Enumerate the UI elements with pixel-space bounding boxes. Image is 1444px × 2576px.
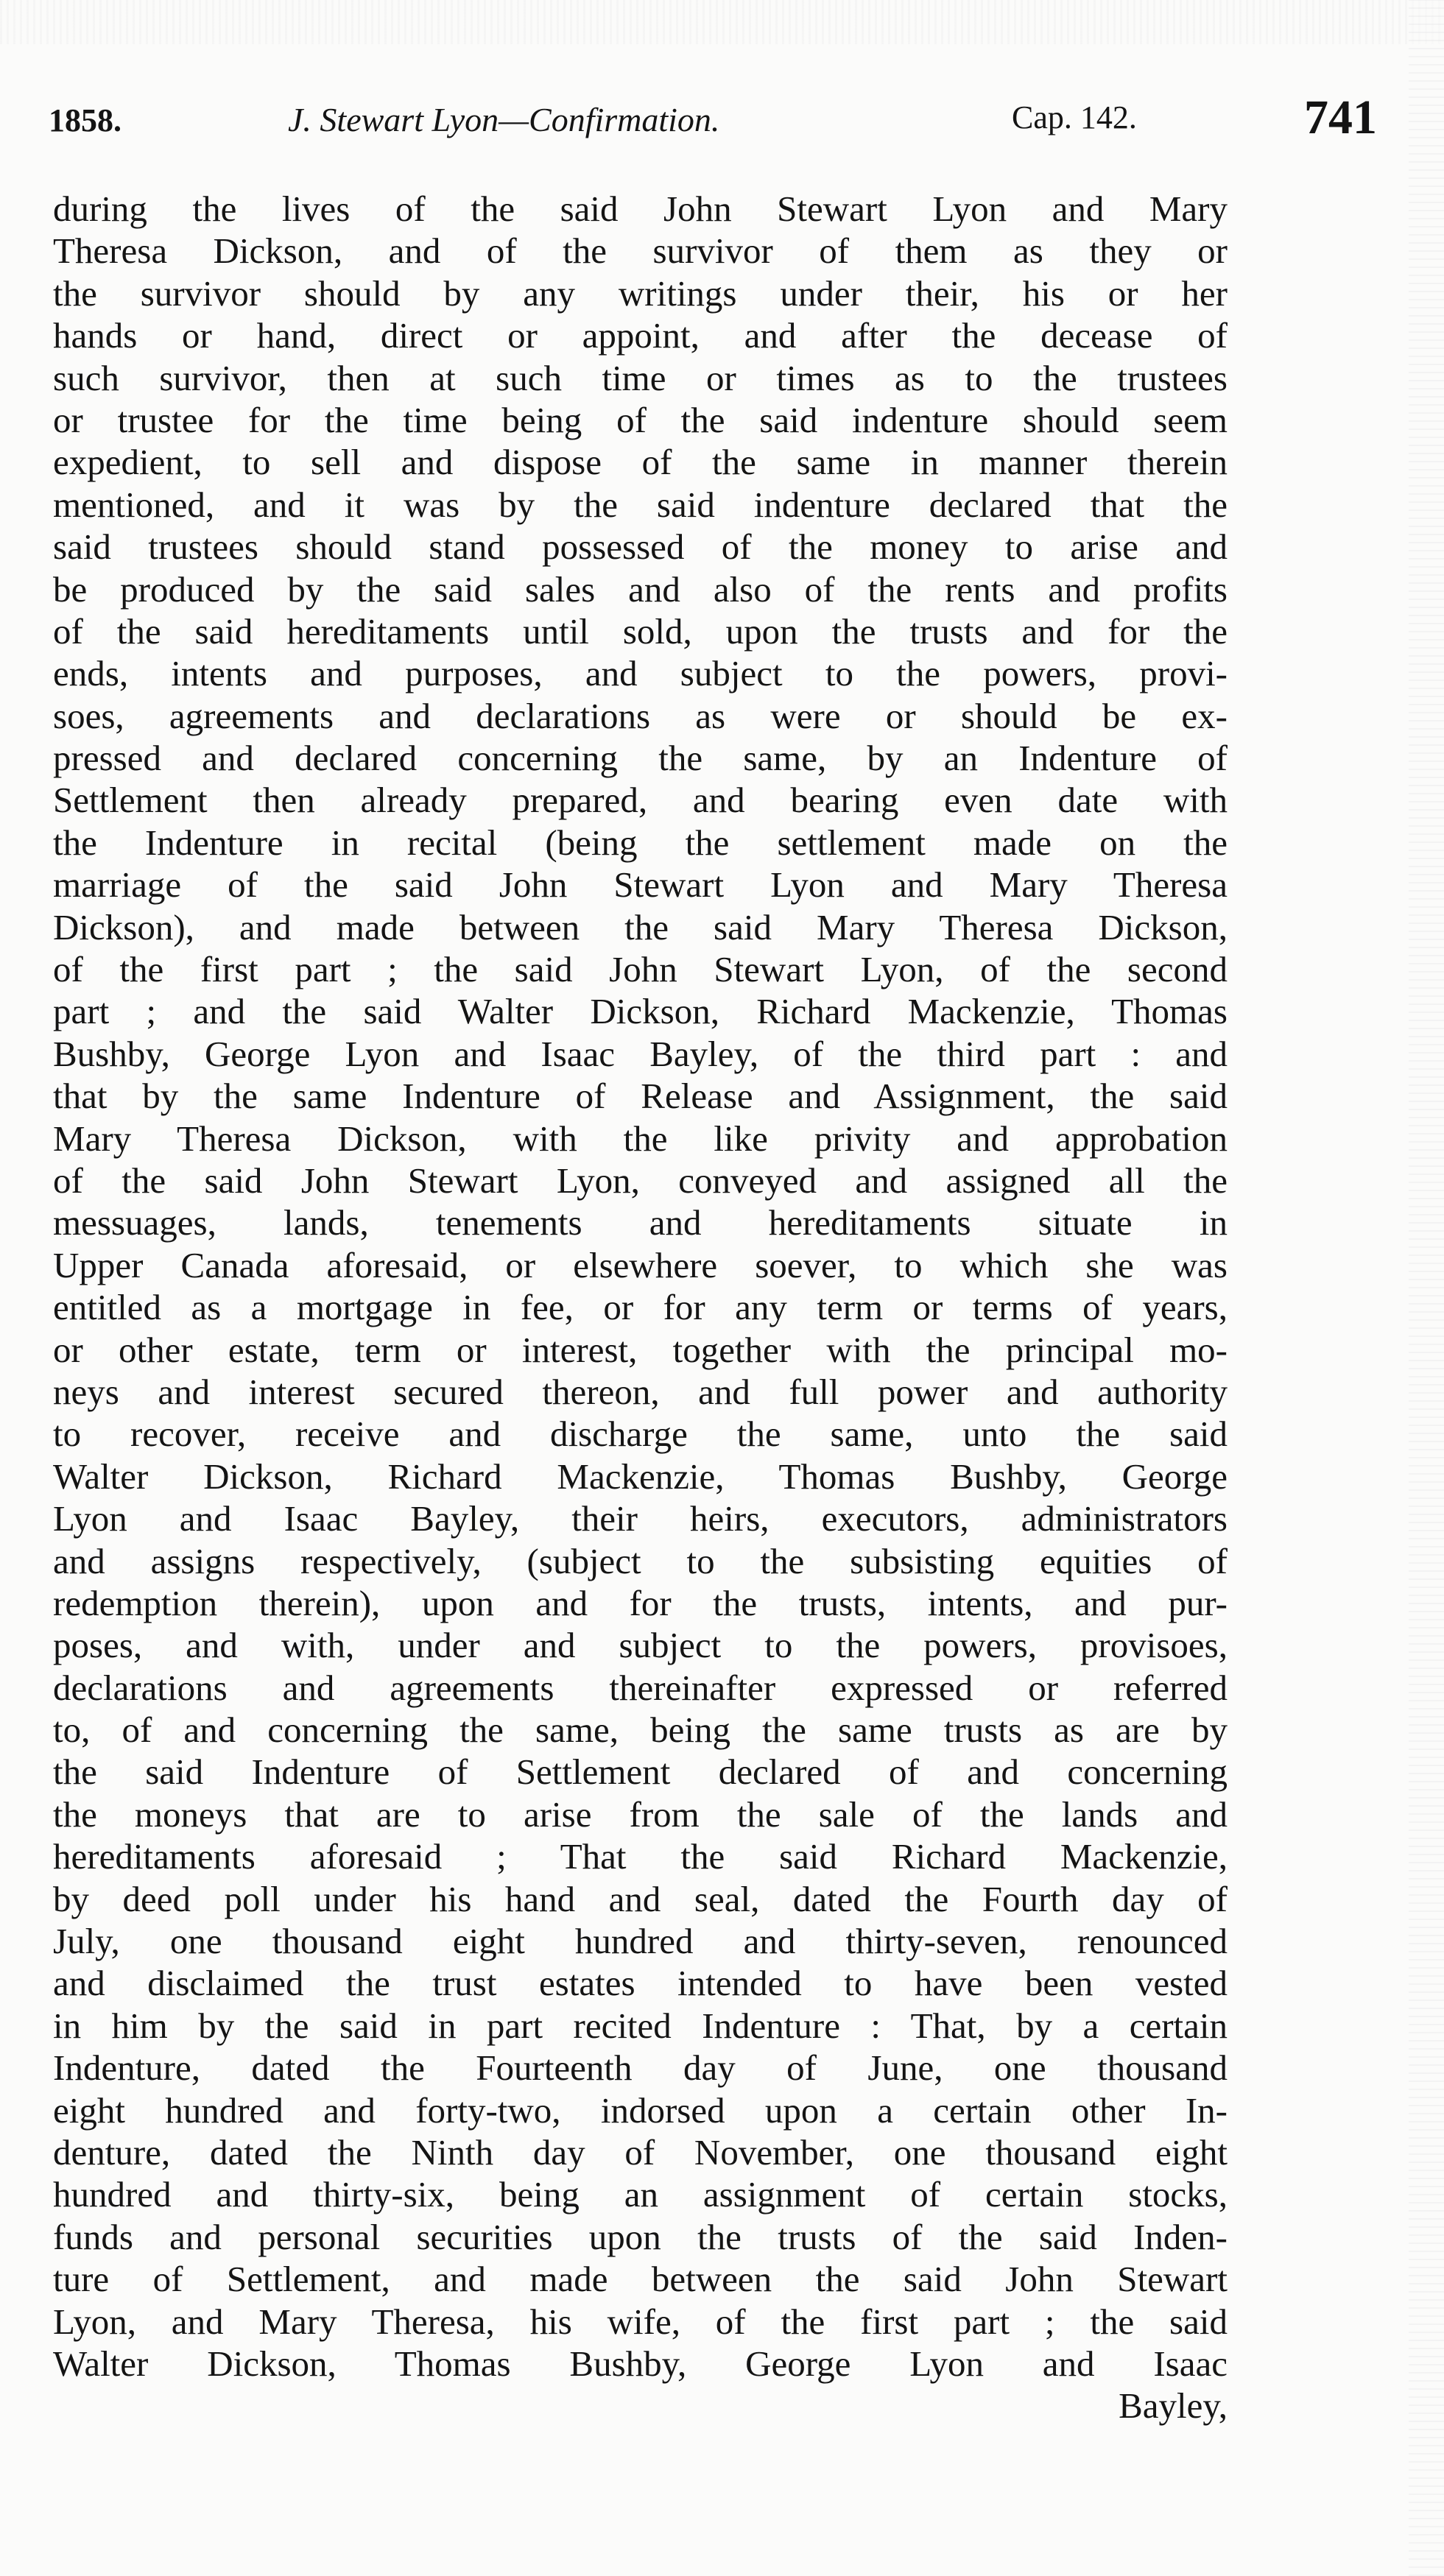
text-line: to recover, receive and discharge the same, unto the said (53, 1414, 1228, 1455)
text-line: eight hundred and forty-two, indorsed upon a certain other In- (53, 2089, 1228, 2131)
text-line: July, one thousand eight hundred and thirty-seven, renounced (53, 1921, 1228, 1962)
body-text (53, 188, 1228, 2427)
text-line: hundred and thirty-six, being an assignment of certain stocks, (53, 2174, 1228, 2215)
header-year: 1858. (49, 102, 121, 138)
text-line: hands or hand, direct or appoint, and after the decease of (53, 315, 1228, 356)
text-line: mentioned, and it was by the said indenture declared that the (53, 484, 1228, 525)
text-line: messuages, lands, tenements and hereditaments situate in (53, 1202, 1228, 1243)
text-line: Indenture, dated the Fourteenth day of June, one thousand (53, 2047, 1228, 2089)
text-line: by deed poll under his hand and seal, dated the Fourth day of (53, 1878, 1228, 1919)
text-line: Walter Dickson, Thomas Bushby, George Lyon and Isaac (53, 2343, 1228, 2384)
text-line: or trustee for the time being of the said indenture should seem (53, 399, 1228, 440)
text-line: Upper Canada aforesaid, or elsewhere soever, to which she was (53, 1244, 1228, 1285)
text-line: entitled as a mortgage in fee, or for any term or terms of years, (53, 1287, 1228, 1328)
text-line: ture of Settlement, and made between the said John Stewart (53, 2259, 1228, 2300)
text-line: of the first part ; the said John Stewart Lyon, of the second (53, 949, 1228, 990)
text-line: Mary Theresa Dickson, with the like privity and approbation (53, 1118, 1228, 1159)
text-line: Settlement then already prepared, and bearing even date with (53, 780, 1228, 821)
text-line: soes, agreements and declarations as were or should be ex- (53, 695, 1228, 736)
text-line: Lyon, and Mary Theresa, his wife, of the first part ; the said (53, 2301, 1228, 2342)
header-title: J. Stewart Lyon—Confirmation. (288, 101, 720, 138)
text-line: the said Indenture of Settlement declared of and concerning (53, 1751, 1228, 1793)
text-line: declarations and agreements thereinafter expressed or referred (53, 1667, 1228, 1708)
text-line: and disclaimed the trust estates intended to have been vested (53, 1963, 1228, 2004)
text-line: or other estate, term or interest, together with the principal mo- (53, 1329, 1228, 1370)
text-line: Lyon and Isaac Bayley, their heirs, executors, administrators (53, 1498, 1228, 1539)
text-line: of the said hereditaments until sold, upon the trusts and for the (53, 610, 1228, 652)
text-line: the survivor should by any writings under their, his or her (53, 272, 1228, 314)
text-line: poses, and with, under and subject to the powers, provisoes, (53, 1625, 1228, 1666)
scan-noise-top (0, 0, 1444, 44)
text-line: during the lives of the said John Stewart Lyon and Mary (53, 188, 1228, 229)
text-line: that by the same Indenture of Release and Assignment, the said (53, 1076, 1228, 1117)
text-line: Bayley, (1119, 2385, 1228, 2427)
text-line: the moneys that are to arise from the sale of the lands and (53, 1793, 1228, 1835)
text-line: such survivor, then at such time or times as to the trustees (53, 357, 1228, 398)
text-line: funds and personal securities upon the trusts of the said Inden- (53, 2216, 1228, 2257)
text-line: pressed and declared concerning the same, by an Indenture of (53, 738, 1228, 779)
text-line: be produced by the said sales and also of the rents and profits (53, 568, 1228, 610)
text-line: Dickson), and made between the said Mary Theresa Dickson, (53, 906, 1228, 948)
text-line: denture, dated the Ninth day of November, one thousand eight (53, 2131, 1228, 2173)
text-line: Theresa Dickson, and of the survivor of them as they or (53, 230, 1228, 272)
text-line: expedient, to sell and dispose of the same in manner therein (53, 442, 1228, 483)
text-line: marriage of the said John Stewart Lyon and Mary Theresa (53, 864, 1228, 906)
text-line: hereditaments aforesaid ; That the said Richard Mackenzie, (53, 1836, 1228, 1877)
text-line: Walter Dickson, Richard Mackenzie, Thomas Bushby, George (53, 1455, 1228, 1497)
text-line: ends, intents and purposes, and subject to the powers, provi- (53, 653, 1228, 694)
text-line: said trustees should stand possessed of the money to arise and (53, 526, 1228, 568)
running-header (49, 91, 1396, 160)
text-line: the Indenture in recital (being the settlement made on the (53, 822, 1228, 863)
text-line: part ; and the said Walter Dickson, Richard Mackenzie, Thomas (53, 991, 1228, 1032)
text-line: to, of and concerning the same, being the same trusts as are by (53, 1709, 1228, 1751)
header-chapter: Cap. 142. (1012, 99, 1137, 135)
text-line: neys and interest secured thereon, and full power and authority (53, 1371, 1228, 1412)
text-line: redemption therein), upon and for the trusts, intents, and pur- (53, 1582, 1228, 1623)
page-number: 741 (1304, 91, 1377, 144)
text-line: Bushby, George Lyon and Isaac Bayley, of the third part : and (53, 1033, 1228, 1074)
text-line: and assigns respectively, (subject to the subsisting equities of (53, 1540, 1228, 1581)
text-line: of the said John Stewart Lyon, conveyed and assigned all the (53, 1160, 1228, 1201)
scan-noise-right (1409, 0, 1444, 2576)
text-line: in him by the said in part recited Indenture : That, by a certain (53, 2005, 1228, 2046)
